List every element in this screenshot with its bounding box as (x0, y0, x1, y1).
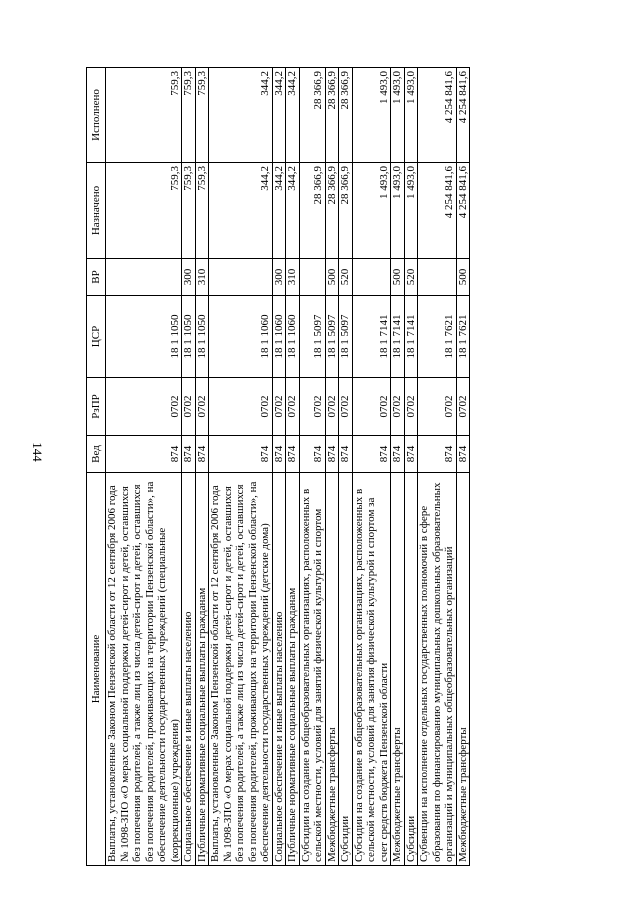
row-ved: 874 (272, 436, 286, 473)
row-csr: 18 1 5097 (325, 296, 339, 378)
row-name: Публичные нормативные социальные выплаты гражданам (286, 473, 300, 866)
row-executed: 344,2 (286, 68, 300, 163)
row-vr: 310 (195, 259, 209, 296)
row-name: Субсидии (404, 473, 418, 866)
row-vr: 310 (286, 259, 300, 296)
row-csr: 18 1 1050 (106, 296, 182, 378)
row-csr: 18 1 5097 (299, 296, 325, 378)
row-csr: 18 1 1060 (209, 296, 273, 378)
row-vr: 520 (404, 259, 418, 296)
table-row (299, 68, 325, 866)
row-name: Субсидии на создание в общеобразовательных организациях, расположенных в сельской местности, условий для занятия физической культурой и спортом за счет средств бюджета Пензенской области (352, 473, 391, 866)
row-vr (106, 259, 182, 296)
row-name: Социальное обеспечение и иные выплаты населению (182, 473, 196, 866)
row-vr: 520 (339, 259, 353, 296)
table-row (209, 68, 273, 866)
row-ved: 874 (418, 436, 457, 473)
table-row (352, 68, 391, 866)
row-executed: 1 493,0 (352, 68, 391, 163)
row-rzpr: 0702 (456, 378, 470, 436)
row-vr: 300 (272, 259, 286, 296)
row-executed: 759,3 (182, 68, 196, 163)
row-ved: 874 (182, 436, 196, 473)
table-row (456, 68, 470, 866)
table-row (339, 68, 353, 866)
table-row (106, 68, 182, 866)
page-number: 144 (30, 442, 45, 462)
row-rzpr: 0702 (272, 378, 286, 436)
row-executed: 28 366,9 (325, 68, 339, 163)
row-ved: 874 (352, 436, 391, 473)
row-assigned: 344,2 (286, 163, 300, 259)
row-rzpr: 0702 (209, 378, 273, 436)
row-ved: 874 (456, 436, 470, 473)
rotated-table-container (86, 68, 560, 866)
row-vr (352, 259, 391, 296)
row-csr: 18 1 1060 (272, 296, 286, 378)
row-name: Выплаты, установленные Законом Пензенской области от 12 сентября 2006 года № 1098-ЗПО «О мерах социальной поддержки детей-сирот и детей, оставшихся без попечения родителей, а также лиц из числа детей-сирот и детей, оставшихся без попечения родителей, проживающих на территории Пензенской области», на обеспечение деятельности государственных учреждений (специальные (коррекционные) учреждения) (106, 473, 182, 866)
table-row (182, 68, 196, 866)
row-csr: 18 1 7621 (456, 296, 470, 378)
row-vr (299, 259, 325, 296)
row-assigned: 759,3 (182, 163, 196, 259)
row-executed: 344,2 (209, 68, 273, 163)
row-executed: 4 254 841,6 (456, 68, 470, 163)
row-name: Субсидии (339, 473, 353, 866)
row-ved: 874 (339, 436, 353, 473)
row-ved: 874 (404, 436, 418, 473)
row-name: Публичные нормативные социальные выплаты гражданам (195, 473, 209, 866)
table-row (286, 68, 300, 866)
row-csr: 18 1 5097 (339, 296, 353, 378)
row-ved: 874 (299, 436, 325, 473)
row-vr: 500 (391, 259, 405, 296)
row-ved: 874 (325, 436, 339, 473)
row-rzpr: 0702 (106, 378, 182, 436)
row-assigned: 344,2 (209, 163, 273, 259)
row-assigned: 1 493,0 (404, 163, 418, 259)
table-row (418, 68, 457, 866)
row-rzpr: 0702 (352, 378, 391, 436)
row-vr: 500 (456, 259, 470, 296)
row-assigned: 344,2 (272, 163, 286, 259)
row-ved: 874 (391, 436, 405, 473)
header-ved: Вед (87, 436, 106, 473)
header-vr: ВР (87, 259, 106, 296)
row-rzpr: 0702 (286, 378, 300, 436)
row-csr: 18 1 1050 (195, 296, 209, 378)
budget-table (86, 67, 470, 866)
header-rzpr: РзПР (87, 378, 106, 436)
row-ved: 874 (209, 436, 273, 473)
row-executed: 1 493,0 (404, 68, 418, 163)
row-executed: 344,2 (272, 68, 286, 163)
row-ved: 874 (195, 436, 209, 473)
row-executed: 4 254 841,6 (418, 68, 457, 163)
row-rzpr: 0702 (404, 378, 418, 436)
row-executed: 28 366,9 (339, 68, 353, 163)
row-name: Выплаты, установленные Законом Пензенской области от 12 сентября 2006 года № 1098-ЗПО «О мерах социальной поддержки детей-сирот и детей, оставшихся без попечения родителей, а также лиц из числа детей-сирот и детей, оставшихся без попечения родителей, проживающих на территории Пензенской области», на обеспечение деятельности государственных учреждений (детские дома) (209, 473, 273, 866)
row-ved: 874 (106, 436, 182, 473)
row-assigned: 28 366,9 (299, 163, 325, 259)
row-csr: 18 1 7621 (418, 296, 457, 378)
row-vr (418, 259, 457, 296)
row-name: Межбюджетные трансферты (325, 473, 339, 866)
row-csr: 18 1 7141 (391, 296, 405, 378)
row-name: Межбюджетные трансферты (391, 473, 405, 866)
row-ved: 874 (286, 436, 300, 473)
table-row (325, 68, 339, 866)
row-name: Субсидии на создание в общеобразовательных организациях, расположенных в сельской местности, условий для занятий физической культурой и спортом (299, 473, 325, 866)
row-assigned: 759,3 (106, 163, 182, 259)
table-row (391, 68, 405, 866)
table-row (404, 68, 418, 866)
header-csr: ЦСР (87, 296, 106, 378)
row-executed: 1 493,0 (391, 68, 405, 163)
row-name: Межбюджетные трансферты (456, 473, 470, 866)
row-assigned: 1 493,0 (352, 163, 391, 259)
header-name: Наименование (87, 473, 106, 866)
row-assigned: 28 366,9 (339, 163, 353, 259)
row-assigned: 4 254 841,6 (418, 163, 457, 259)
row-executed: 759,3 (195, 68, 209, 163)
row-vr (209, 259, 273, 296)
row-rzpr: 0702 (195, 378, 209, 436)
header-executed: Исполнено (87, 68, 106, 163)
row-rzpr: 0702 (182, 378, 196, 436)
row-csr: 18 1 7141 (404, 296, 418, 378)
row-executed: 759,3 (106, 68, 182, 163)
row-rzpr: 0702 (325, 378, 339, 436)
row-assigned: 28 366,9 (325, 163, 339, 259)
header-assigned: Назначено (87, 163, 106, 259)
row-assigned: 759,3 (195, 163, 209, 259)
row-rzpr: 0702 (391, 378, 405, 436)
row-rzpr: 0702 (339, 378, 353, 436)
row-name: Субвенции на исполнение отдельных государственных полномочий в сфере образования по финансированию муниципальных дошкольных образовательных организаций и муниципальных общеобразовательных организаций (418, 473, 457, 866)
row-executed: 28 366,9 (299, 68, 325, 163)
row-rzpr: 0702 (299, 378, 325, 436)
table-row (272, 68, 286, 866)
row-assigned: 4 254 841,6 (456, 163, 470, 259)
row-csr: 18 1 1060 (286, 296, 300, 378)
row-vr: 300 (182, 259, 196, 296)
row-csr: 18 1 1050 (182, 296, 196, 378)
row-csr: 18 1 7141 (352, 296, 391, 378)
row-assigned: 1 493,0 (391, 163, 405, 259)
row-vr: 500 (325, 259, 339, 296)
table-row (195, 68, 209, 866)
row-name: Социальное обеспечение и иные выплаты населению (272, 473, 286, 866)
row-rzpr: 0702 (418, 378, 457, 436)
table-header-row (87, 68, 106, 866)
